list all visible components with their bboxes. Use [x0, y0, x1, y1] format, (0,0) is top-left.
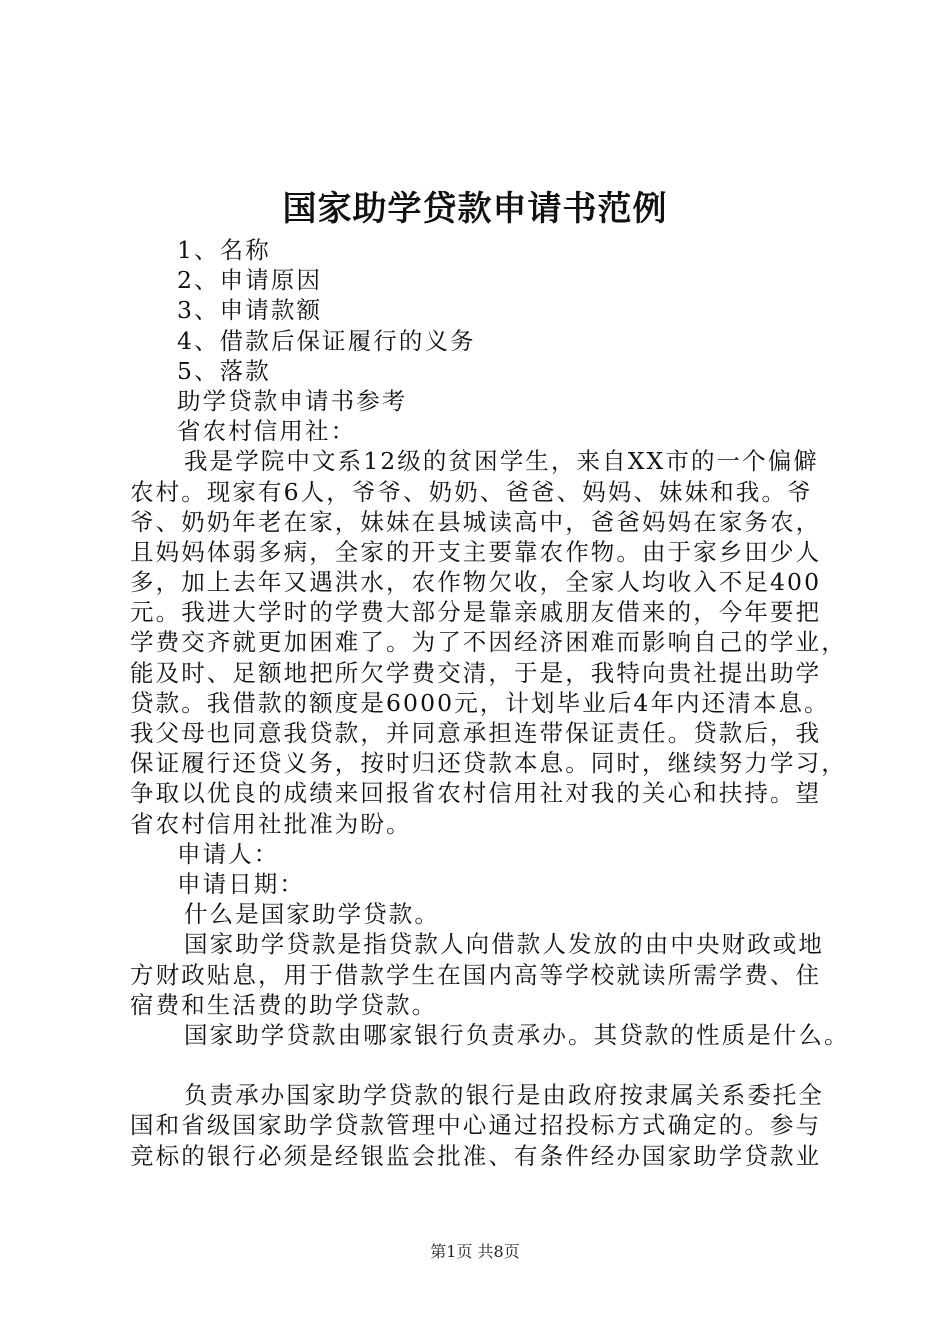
page-footer: 第1页 共8页	[430, 1242, 520, 1261]
text-line: 负责承办国家助学贷款的银行是由政府按隶属关系委托全	[184, 1081, 824, 1110]
text-line: 2、申请原因	[177, 266, 323, 295]
text-line: 宿费和生活费的助学贷款。	[130, 990, 438, 1019]
text-line: 省农村信用社批准为盼。	[130, 809, 412, 838]
text-line: 申请日期：	[177, 869, 305, 898]
text-line: 国和省级国家助学贷款管理中心通过招投标方式确定的。参与	[130, 1111, 822, 1140]
text-line: 保证履行还贷义务，按时归还贷款本息。同时，继续努力学习，	[130, 749, 847, 778]
text-line: 爷、奶奶年老在家，妹妹在县城读高中，爸爸妈妈在家务农，	[130, 507, 822, 536]
text-line: 我是学院中文系12级的贫困学生，来自XX市的一个偏僻	[184, 447, 819, 476]
text-line: 且妈妈体弱多病，全家的开支主要靠农作物。由于家乡田少人	[130, 537, 822, 566]
text-line: 方财政贴息，用于借款学生在国内高等学校就读所需学费、住	[130, 960, 822, 989]
text-line: 省农村信用社：	[177, 417, 357, 446]
document-body	[130, 235, 850, 1171]
text-line: 学费交齐就更加困难了。为了不因经济困难而影响自己的学业，	[130, 628, 847, 657]
text-line: 竞标的银行必须是经银监会批准、有条件经办国家助学贷款业	[130, 1141, 822, 1170]
text-line: 元。我进大学时的学费大部分是靠亲戚朋友借来的，今年要把	[130, 598, 822, 627]
blank-line	[130, 1050, 830, 1080]
text-line: 5、落款	[177, 356, 271, 385]
text-line: 1、名称	[177, 236, 271, 264]
text-line: 贷款。我借款的额度是6000元，计划毕业后4年内还清本息。	[130, 688, 830, 717]
text-line: 助学贷款申请书参考	[177, 386, 408, 415]
page-title: 国家助学贷款申请书范例	[282, 189, 668, 229]
text-line: 农村。现家有6人，爷爷、奶奶、爸爸、妈妈、妹妹和我。爷	[130, 477, 813, 506]
text-line: 多，加上去年又遇洪水，农作物欠收，全家人均收入不足400	[130, 568, 822, 597]
text-line: 4、借款后保证履行的义务	[177, 326, 476, 355]
text-line: 什么是国家助学贷款。	[184, 900, 440, 929]
text-line: 国家助学贷款由哪家银行负责承办。其贷款的性质是什么。	[184, 1020, 850, 1049]
text-line: 国家助学贷款是指贷款人向借款人发放的由中央财政或地	[184, 930, 824, 959]
text-line: 3、申请款额	[177, 296, 323, 325]
text-line: 申请人：	[177, 839, 280, 868]
text-line: 能及时、足额地把所欠学费交清，于是，我特向贵社提出助学	[130, 658, 822, 687]
text-line: 争取以优良的成绩来回报省农村信用社对我的关心和扶持。望	[130, 779, 822, 808]
text-line: 我父母也同意我贷款，并同意承担连带保证责任。贷款后，我	[130, 719, 822, 747]
